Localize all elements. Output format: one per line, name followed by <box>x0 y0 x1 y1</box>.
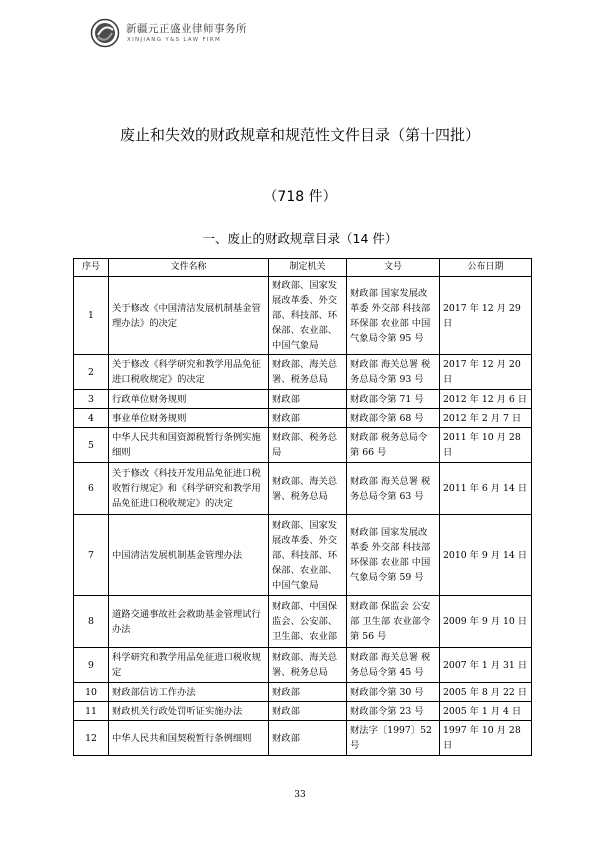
document-name: 财政机关行政处罚听证实施办法 <box>109 702 269 721</box>
row-number: 11 <box>74 702 109 721</box>
row-number: 2 <box>74 355 109 390</box>
row-number: 12 <box>74 721 109 756</box>
issuing-agency: 财政部、海关总署、税务总局 <box>269 463 347 515</box>
document-number: 财法字〔1997〕52 号 <box>347 721 440 756</box>
issuing-agency: 财政部、海关总署、税务总局 <box>269 355 347 390</box>
document-name: 科学研究和教学用品免征进口税收规定 <box>109 648 269 683</box>
issuing-agency: 财政部 <box>269 683 347 702</box>
table-row <box>74 390 532 409</box>
publish-date: 2017 年 12 月 29 日 <box>440 277 532 355</box>
row-number: 5 <box>74 428 109 463</box>
issuing-agency: 财政部、国家发展改革委、外交部、科技部、环保部、农业部、中国气象局 <box>269 277 347 355</box>
document-name: 中华人民共和国资源税暂行条例实施细则 <box>109 428 269 463</box>
document-number: 财政部 税务总局令第 66 号 <box>347 428 440 463</box>
row-number: 3 <box>74 390 109 409</box>
firm-name-english: XINJIANG Y&S LAW FIRM <box>127 37 222 43</box>
document-number: 财政部 海关总署 税务总局令第 93 号 <box>347 355 440 390</box>
document-number: 财政部令第 71 号 <box>347 390 440 409</box>
table-header-row <box>74 259 532 277</box>
publish-date: 2005 年 8 月 22 日 <box>440 683 532 702</box>
regulations-table <box>73 258 532 756</box>
document-number: 财政部 保监会 公安部 卫生部 农业部令第 56 号 <box>347 596 440 648</box>
header-cell-no: 序号 <box>74 259 109 277</box>
table-row <box>74 277 532 355</box>
header-cell-agency: 制定机关 <box>269 259 347 277</box>
issuing-agency: 财政部 <box>269 409 347 428</box>
row-number: 10 <box>74 683 109 702</box>
document-number: 财政部令第 68 号 <box>347 409 440 428</box>
document-name: 关于修改《科技开发用品免征进口税收暂行规定》和《科学研究和教学用品免征进口税收规定》的决定 <box>109 463 269 515</box>
table-row <box>74 683 532 702</box>
document-title: 废止和失效的财政规章和规范性文件目录（第十四批） <box>119 126 480 144</box>
row-number: 7 <box>74 515 109 596</box>
row-number: 9 <box>74 648 109 683</box>
document-name: 中华人民共和国契税暂行条例细则 <box>109 721 269 756</box>
publish-date: 2012 年 2 月 7 日 <box>440 409 532 428</box>
document-name: 道路交通事故社会救助基金管理试行办法 <box>109 596 269 648</box>
firm-name: 新疆元正盛业律师事务所 <box>126 23 247 35</box>
table-row <box>74 428 532 463</box>
row-number: 6 <box>74 463 109 515</box>
document-name: 行政单位财务规则 <box>109 390 269 409</box>
issuing-agency: 财政部、中国保监会、公安部、卫生部、农业部 <box>269 596 347 648</box>
table-row <box>74 702 532 721</box>
issuing-agency: 财政部 <box>269 721 347 756</box>
header-cell-doc-no: 文号 <box>347 259 440 277</box>
publish-date: 2011 年 10 月 28 日 <box>440 428 532 463</box>
table-row <box>74 355 532 390</box>
document-name: 关于修改《中国清洁发展机制基金管理办法》的决定 <box>109 277 269 355</box>
publish-date: 2017 年 12 月 20 日 <box>440 355 532 390</box>
publish-date: 2012 年 12 月 6 日 <box>440 390 532 409</box>
publish-date: 1997 年 10 月 28 日 <box>440 721 532 756</box>
document-number: 财政部令第 23 号 <box>347 702 440 721</box>
table-row <box>74 515 532 596</box>
publish-date: 2009 年 9 月 10 日 <box>440 596 532 648</box>
page-number: 33 <box>294 790 306 800</box>
issuing-agency: 财政部 <box>269 390 347 409</box>
document-number: 财政部 海关总署 税务总局令第 63 号 <box>347 463 440 515</box>
issuing-agency: 财政部 <box>269 702 347 721</box>
document-number: 财政部令第 30 号 <box>347 683 440 702</box>
issuing-agency: 财政部、税务总局 <box>269 428 347 463</box>
firm-logo-icon <box>90 18 120 48</box>
document-name: 事业单位财务规则 <box>109 409 269 428</box>
table-row <box>74 463 532 515</box>
publish-date: 2011 年 6 月 14 日 <box>440 463 532 515</box>
table-row <box>74 721 532 756</box>
publish-date: 2005 年 1 月 4 日 <box>440 702 532 721</box>
publish-date: 2010 年 9 月 14 日 <box>440 515 532 596</box>
document-name: 中国清洁发展机制基金管理办法 <box>109 515 269 596</box>
issuing-agency: 财政部、国家发展改革委、外交部、科技部、环保部、农业部、中国气象局 <box>269 515 347 596</box>
header-cell-date: 公布日期 <box>440 259 532 277</box>
document-count: （718 件） <box>263 189 337 205</box>
table-row <box>74 648 532 683</box>
table-row <box>74 596 532 648</box>
document-number: 财政部 国家发展改革委 外交部 科技部 环保部 农业部 中国气象局令第 59 号 <box>347 515 440 596</box>
document-name: 财政部信访工作办法 <box>109 683 269 702</box>
letterhead <box>90 18 250 52</box>
row-number: 8 <box>74 596 109 648</box>
publish-date: 2007 年 1 月 31 日 <box>440 648 532 683</box>
row-number: 4 <box>74 409 109 428</box>
section-heading: 一、废止的财政规章目录（14 件） <box>202 231 398 246</box>
row-number: 1 <box>74 277 109 355</box>
document-number: 财政部 国家发展改革委 外交部 科技部 环保部 农业部 中国气象局令第 95 号 <box>347 277 440 355</box>
issuing-agency: 财政部、海关总署、税务总局 <box>269 648 347 683</box>
table-row <box>74 409 532 428</box>
document-name: 关于修改《科学研究和教学用品免征进口税收规定》的决定 <box>109 355 269 390</box>
document-number: 财政部 海关总署 税务总局令第 45 号 <box>347 648 440 683</box>
header-cell-name: 文件名称 <box>109 259 269 277</box>
